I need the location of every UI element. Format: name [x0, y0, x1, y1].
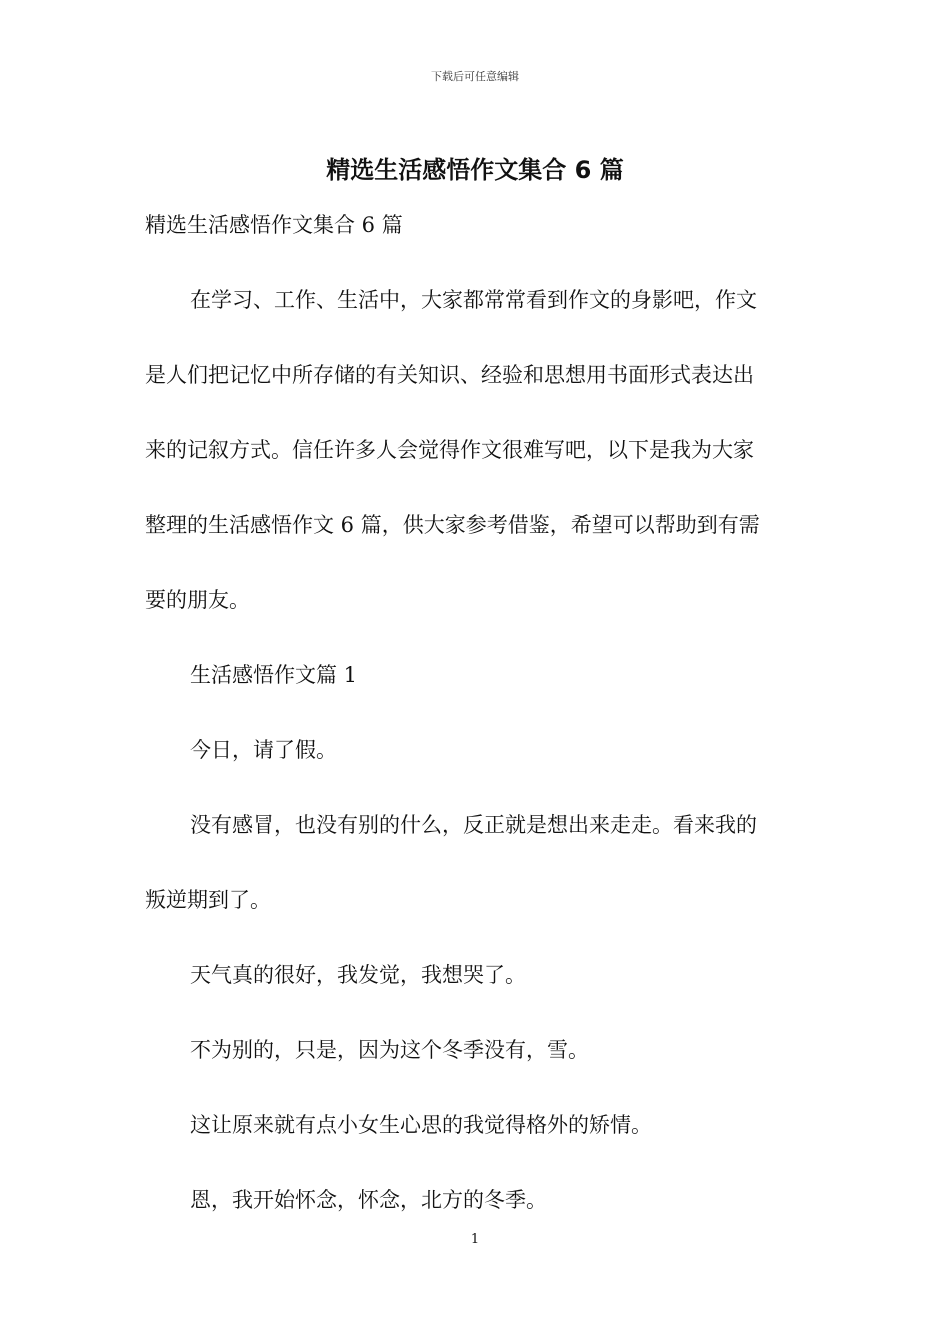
page-number: 1 — [470, 1232, 480, 1247]
header-note: 下载后可任意编辑 — [431, 70, 519, 83]
body-line: 不为别的，只是，因为这个冬季没有，雪。 — [190, 1038, 589, 1062]
body-line: 这让原来就有点小女生心思的我觉得格外的矫情。 — [190, 1113, 652, 1137]
intro-line: 是人们把记忆中所存储的有关知识、经验和思想用书面形式表达出 — [145, 363, 754, 387]
body-line: 天气真的很好，我发觉，我想哭了。 — [190, 963, 526, 987]
intro-line: 要的朋友。 — [145, 588, 250, 612]
body-line: 今日，请了假。 — [190, 738, 337, 762]
intro-line: 来的记叙方式。信任许多人会觉得作文很难写吧，以下是我为大家 — [145, 438, 754, 462]
subtitle-line: 精选生活感悟作文集合 6 篇 — [145, 213, 403, 237]
body-line: 恩，我开始怀念，怀念，北方的冬季。 — [190, 1188, 547, 1212]
intro-line: 在学习、工作、生活中，大家都常常看到作文的身影吧，作文 — [190, 288, 757, 312]
intro-line: 整理的生活感悟作文 6 篇，供大家参考借鉴，希望可以帮助到有需 — [145, 513, 760, 537]
document-title: 精选生活感悟作文集合 6 篇 — [326, 156, 624, 184]
body-line: 没有感冒，也没有别的什么，反正就是想出来走走。看来我的 — [190, 813, 757, 837]
body-line: 叛逆期到了。 — [145, 888, 271, 912]
section-heading: 生活感悟作文篇 1 — [190, 663, 358, 687]
